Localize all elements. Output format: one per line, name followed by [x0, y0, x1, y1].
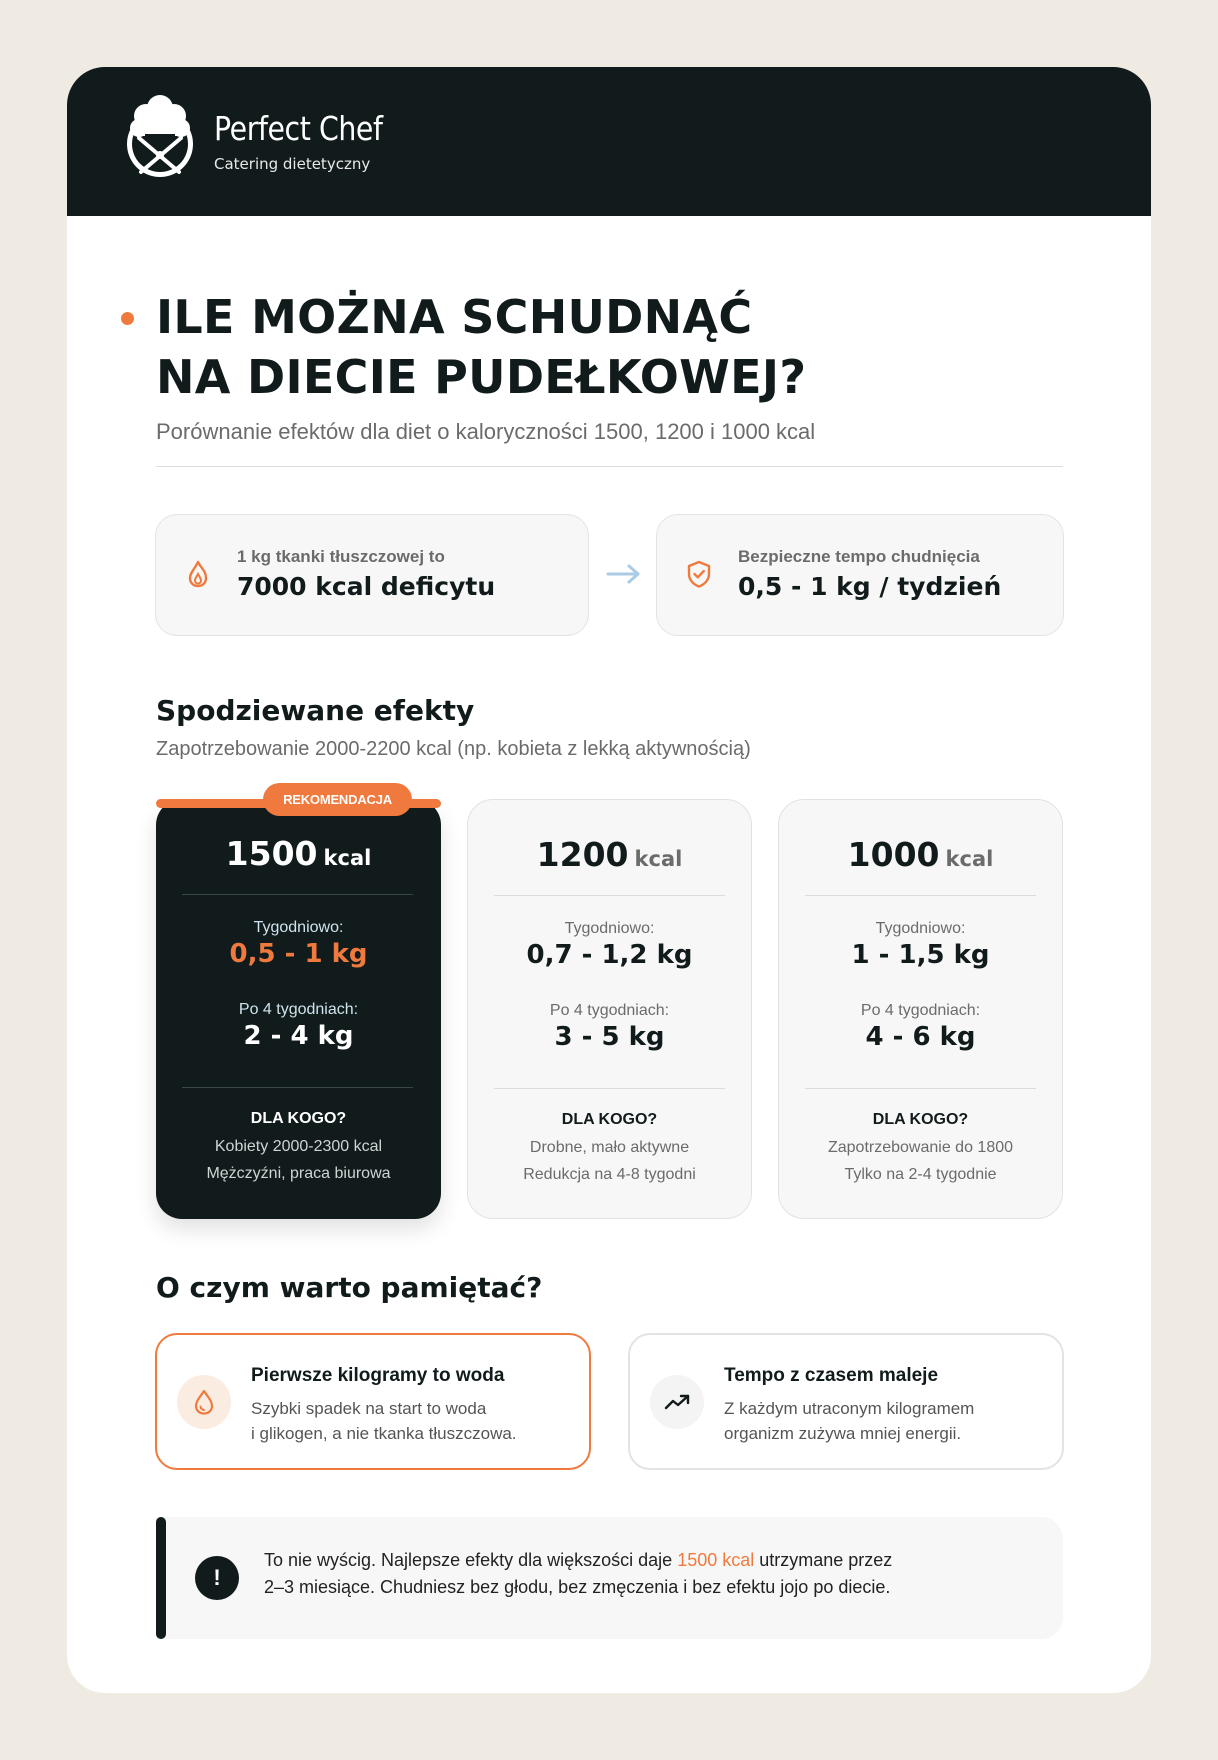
- tip-title: Pierwsze kilogramy to woda: [251, 1365, 505, 1386]
- month-label: Po 4 tygodniach:: [238, 1001, 359, 1018]
- who-title: DLA KOGO?: [250, 1110, 347, 1127]
- note-accent-bar: [156, 1517, 166, 1639]
- tip-icon-badge: [177, 1375, 231, 1429]
- weekly-label: Tygodniowo:: [564, 920, 655, 937]
- tip-text-line: i glikogen, a nie tkanka tłuszczowa.: [251, 1424, 517, 1443]
- who-line: Redukcja na 4-8 tygodni: [523, 1166, 696, 1183]
- title-line-2: NA DIECIE PUDEŁKOWEJ?: [156, 350, 807, 404]
- month-label: Po 4 tygodniach:: [860, 1002, 981, 1019]
- plan-kcal-unit: kcal: [634, 847, 683, 871]
- content: [67, 67, 1151, 1693]
- plan-divider: [805, 1088, 1036, 1089]
- tip-icon-badge: [650, 1375, 704, 1429]
- flame-icon: [184, 559, 212, 589]
- who-line: Kobiety 2000-2300 kcal: [214, 1138, 383, 1155]
- tip-text: [724, 1396, 974, 1446]
- tip-text-line: organizm zużywa mniej energii.: [724, 1424, 962, 1443]
- who-line: Zapotrzebowanie do 1800: [827, 1139, 1014, 1156]
- month-value: 3 - 5 kg: [554, 1022, 665, 1052]
- title-line-1: ILE MOŻNA SCHUDNĄĆ: [156, 290, 753, 344]
- plan-kcal: [779, 835, 1062, 874]
- tip-text-line: Z każdym utraconym kilogramem: [724, 1399, 975, 1418]
- tips-title: O czym warto pamiętać?: [156, 1271, 543, 1304]
- tip-card-pace: [628, 1333, 1064, 1470]
- tip-card-water: [155, 1333, 591, 1470]
- fact-value: 0,5 - 1 kg / tydzień: [738, 572, 1002, 601]
- tip-text-line: Szybki spadek na start to woda: [251, 1399, 487, 1418]
- who-title: DLA KOGO?: [561, 1111, 658, 1128]
- note-text: [264, 1547, 892, 1601]
- who-title: DLA KOGO?: [872, 1111, 969, 1128]
- weekly-value: 0,7 - 1,2 kg: [526, 940, 693, 970]
- fact-label: Bezpieczne tempo chudnięcia: [738, 547, 980, 566]
- plan-kcal-value: 1200: [536, 835, 629, 874]
- plan-kcal-unit: kcal: [323, 846, 372, 870]
- tip-text: [251, 1396, 517, 1446]
- plan-divider: [494, 1088, 725, 1089]
- effects-subtitle: Zapotrzebowanie 2000-2200 kcal (np. kobieta z lekką aktywnością): [156, 738, 751, 760]
- title-bullet: [121, 312, 134, 325]
- plan-card-1200: [467, 799, 752, 1219]
- plan-kcal-value: 1000: [847, 835, 940, 874]
- recommended-badge: REKOMENDACJA: [263, 783, 412, 816]
- note-line-2: 2–3 miesiące. Chudniesz bez głodu, bez zmęczenia i bez efektu jojo po diecie.: [264, 1577, 891, 1597]
- brand-name: Perfect Chef: [214, 109, 383, 148]
- plan-card-1000: [778, 799, 1063, 1219]
- note-highlight: 1500 kcal: [677, 1550, 755, 1570]
- month-label: Po 4 tygodniach:: [549, 1002, 670, 1019]
- fact-value: 7000 kcal deficytu: [237, 572, 496, 601]
- plan-divider: [182, 1087, 413, 1088]
- trending-up-icon: [663, 1388, 691, 1416]
- note-text-after: utrzymane przez: [754, 1550, 893, 1570]
- plan-kcal-unit: kcal: [945, 847, 994, 871]
- month-value: 4 - 6 kg: [865, 1022, 976, 1052]
- effects-title: Spodziewane efekty: [156, 694, 475, 727]
- weekly-value: 0,5 - 1 kg: [229, 939, 368, 969]
- water-drop-icon: [190, 1388, 218, 1416]
- fact-card-deficit: [155, 514, 589, 636]
- weekly-label: Tygodniowo:: [875, 920, 966, 937]
- plan-card-1500: [156, 799, 441, 1219]
- weekly-value: 1 - 1,5 kg: [851, 940, 990, 970]
- plan-divider: [494, 895, 725, 896]
- tip-title: Tempo z czasem maleje: [724, 1365, 939, 1386]
- brand-tagline: Catering dietetyczny: [214, 155, 371, 173]
- plan-divider: [182, 894, 413, 895]
- plan-divider: [805, 895, 1036, 896]
- plan-kcal: [468, 835, 751, 874]
- month-value: 2 - 4 kg: [243, 1021, 354, 1051]
- who-line: Tylko na 2-4 tygodnie: [844, 1166, 997, 1183]
- exclamation-icon: !: [195, 1556, 239, 1600]
- who-line: Mężczyźni, praca biurowa: [206, 1165, 391, 1182]
- page-subtitle: Porównanie efektów dla diet o kaloryczności 1500, 1200 i 1000 kcal: [156, 419, 816, 444]
- note-line-1: [264, 1547, 892, 1574]
- note-text-before: To nie wyścig. Najlepsze efekty dla większości daje: [264, 1550, 678, 1570]
- plan-kcal: [156, 834, 441, 873]
- plan-kcal-value: 1500: [225, 834, 318, 873]
- shield-check-icon: [685, 559, 713, 589]
- fact-card-safe-pace: [656, 514, 1064, 636]
- arrow-right-icon: [605, 563, 643, 585]
- page-title: [156, 287, 1056, 407]
- divider: [156, 466, 1063, 467]
- weekly-label: Tygodniowo:: [253, 919, 344, 936]
- fact-label: 1 kg tkanki tłuszczowej to: [237, 547, 445, 566]
- who-line: Drobne, mało aktywne: [529, 1139, 690, 1156]
